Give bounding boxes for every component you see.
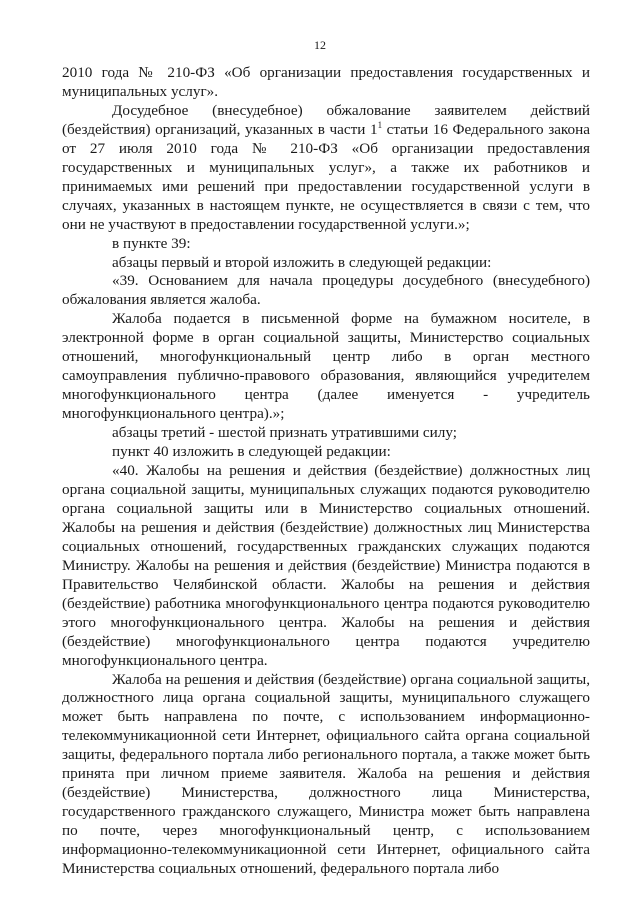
paragraph: «39. Основанием для начала процедуры досудебного (внесудебного) обжалования является жалоба. (62, 272, 590, 309)
page-number: 12 (314, 38, 326, 52)
paragraph: 2010 года № 210-ФЗ «Об организации предоставления государственных и муниципальных услуг». (62, 64, 590, 100)
paragraph-text-after: статьи 16 Федерального закона от 27 июля 2010 года № 210-ФЗ «Об организации предоставления государственных и муниципальных услуг», а также их работников и принимаемых ими решений при предоставлении государственной услуги в случаях, указанных в настоящем пункте, не осуществляется в связи с тем, что они не участвуют в предоставлении государственной услуги.»; (62, 120, 591, 233)
paragraph-text-before: Досудебное (внесудебное) обжалование заявителем действий (бездействия) организаций, указанных в части 1 (62, 101, 590, 138)
paragraph (62, 102, 590, 235)
paragraph: «40. Жалобы на решения и действия (бездействие) должностных лиц органа социальной защиты, муниципальных служащих подаются руководителю органа социальной защиты или в Министерство социальных отношений. Жалобы на решения и действия (бездействие) должностных лиц Министерства социальных отношений, государственных гражданских служащих подаются Министру. Жалобы на решения и действия (бездействие) Министра подаются в Правительство Челябинской области. Жалобы на решения и действия (бездействие) работника многофункционального центра подаются руководителю этого многофункционального центра. Жалобы на решения и действия (бездействие) многофункционального центра подаются учредителю многофункционального центра. (62, 462, 590, 669)
paragraph: абзацы третий - шестой признать утратившими силу; (112, 424, 457, 442)
paragraph: в пункте 39: (112, 234, 191, 252)
paragraph: Жалоба подается в письменной форме на бумажном носителе, в электронной форме в орган социальной защиты, Министерство социальных отношений, многофункциональный центр либо в орган местного самоуправления публично-правового образования, являющийся учредителем многофункционального центра (далее именуется - учредитель многофункционального центра).»; (62, 310, 590, 423)
paragraph: Жалоба на решения и действия (бездействие) органа социальной защиты, должностного лица органа социальной защиты, муниципального служащего может быть направлена по почте, с использованием информационно-телекоммуникационной сети Интернет, официального сайта органа социальной защиты, федерального портала либо регионального портала, а также может быть принята при личном приеме заявителя. Жалоба на решения и действия (бездействие) Министерства, должностного лица Министерства, государственного гражданского служащего, Министра может быть направлена по почте, через многофункциональный центр, с использованием информационно-телекоммуникационной сети Интернет, официального сайта Министерства социальных отношений, федерального портала либо (62, 670, 590, 878)
superscript: 1 (377, 119, 383, 130)
paragraph: абзацы первый и второй изложить в следующей редакции: (112, 253, 492, 271)
document-body (62, 64, 590, 879)
paragraph: пункт 40 изложить в следующей редакции: (112, 443, 391, 461)
